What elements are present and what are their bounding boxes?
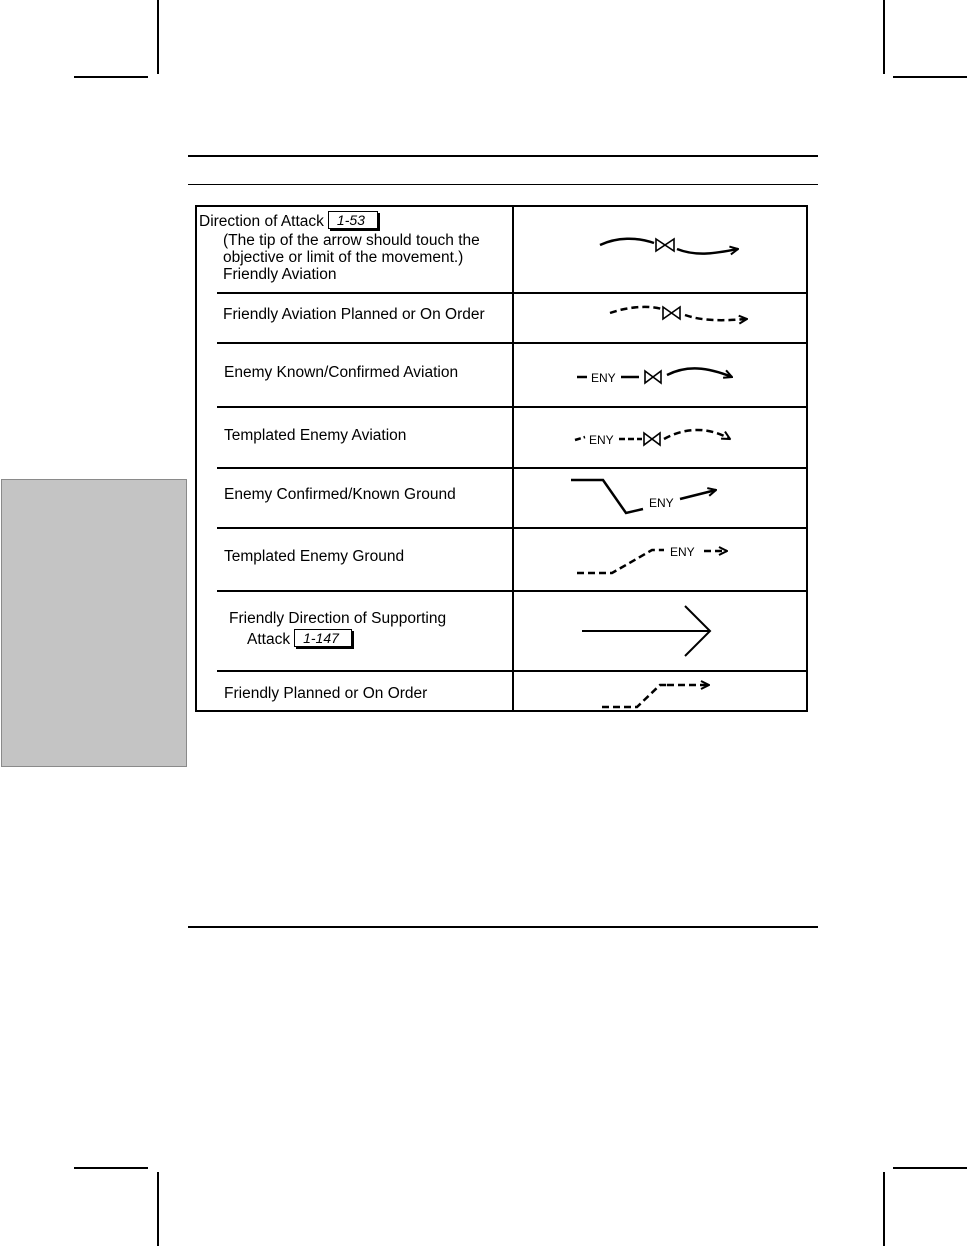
row-label-templated-enemy-ground: Templated Enemy Ground [224, 548, 405, 565]
header-rule-thin [188, 184, 818, 185]
row-note-line: objective or limit of the movement.) [223, 249, 464, 266]
row-label-enemy-known-aviation: Enemy Known/Confirmed Aviation [224, 364, 459, 381]
templated-enemy-ground-symbol [577, 550, 727, 573]
footer-rule [188, 926, 818, 928]
label-text: Attack [247, 631, 291, 648]
chapter-side-tab [1, 479, 187, 767]
crop-mark-top-right-horizontal [893, 76, 967, 78]
label-text: Direction of Attack [199, 213, 324, 230]
row-label-friendly-aviation-planned: Friendly Aviation Planned or On Order [223, 306, 485, 323]
bowtie-icon [644, 433, 660, 445]
crop-mark-bottom-left-horizontal [74, 1167, 148, 1169]
friendly-aviation-symbol [600, 239, 738, 254]
bowtie-icon [663, 307, 680, 319]
reference-box: 1-147 [294, 629, 352, 647]
crop-mark-top-left-vertical [157, 0, 159, 74]
row-note-line: (The tip of the arrow should touch the [223, 232, 480, 249]
row-label-friendly-supporting-attack: Friendly Direction of Supporting [229, 610, 447, 627]
header-rule-thick [188, 155, 818, 157]
eny-label: ENY [649, 496, 674, 510]
friendly-planned-symbol [602, 685, 709, 707]
bowtie-icon [656, 239, 674, 251]
row-note-line: Friendly Aviation [223, 266, 337, 283]
crop-mark-bottom-right-vertical [883, 1172, 885, 1246]
reference-box: 1-53 [328, 211, 378, 229]
symbol-table [195, 205, 808, 712]
enemy-known-ground-symbol [571, 480, 716, 513]
row-label-templated-enemy-aviation: Templated Enemy Aviation [224, 427, 407, 444]
eny-label: ENY [589, 433, 614, 447]
bowtie-icon [645, 371, 661, 383]
crop-mark-bottom-right-horizontal [893, 1167, 967, 1169]
crop-mark-bottom-left-vertical [157, 1172, 159, 1246]
crop-mark-top-left-horizontal [74, 76, 148, 78]
row-label-friendly-planned: Friendly Planned or On Order [224, 685, 428, 702]
eny-label: ENY [670, 545, 695, 559]
symbol-column [197, 207, 806, 710]
eny-label: ENY [591, 371, 616, 385]
row-label-enemy-known-ground: Enemy Confirmed/Known Ground [224, 486, 456, 503]
crop-mark-top-right-vertical [883, 0, 885, 74]
supporting-attack-symbol [582, 606, 710, 656]
